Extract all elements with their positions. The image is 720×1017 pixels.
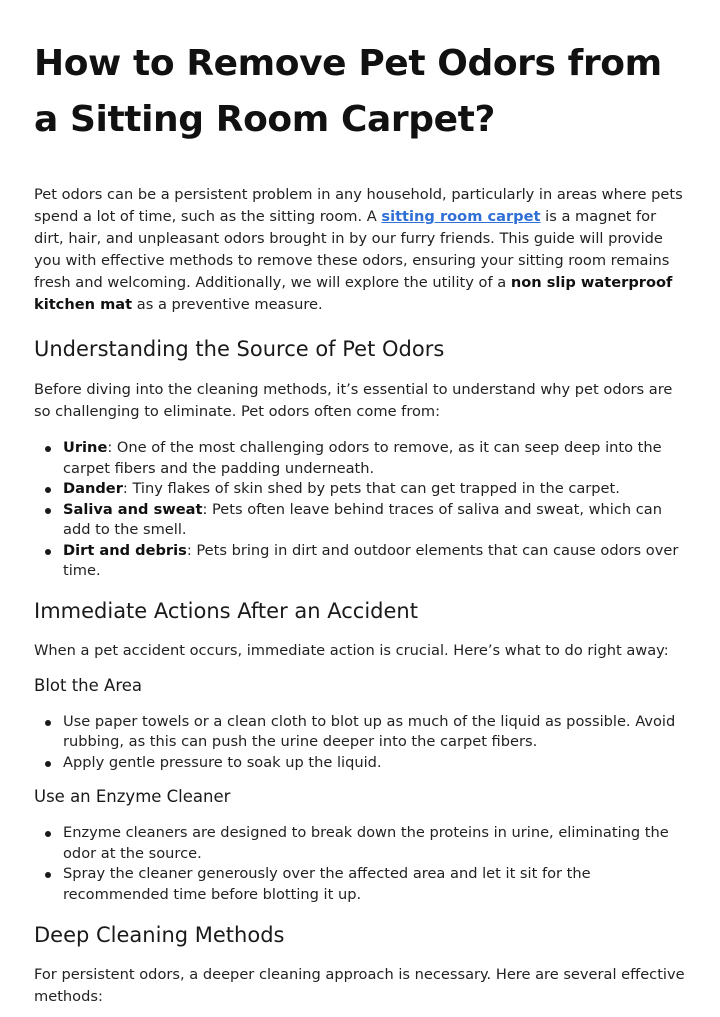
odor-sources-list [34,438,686,582]
list-item-term: Dander [63,480,123,497]
sitting-room-carpet-link[interactable]: sitting room carpet [381,208,541,225]
source-paragraph: Before diving into the cleaning methods, it’s essential to understand why pet odors are so challenging to eliminate. Pet odors often come from: [34,381,673,420]
enzyme-steps-list [34,823,686,905]
subheading-enzyme-cleaner: Use an Enzyme Cleaner [34,787,231,806]
heading-immediate-actions: Immediate Actions After an Accident [34,598,418,623]
list-item-term: Dirt and debris [63,541,187,559]
list-item [34,479,686,500]
list-item-term: Urine [63,439,108,456]
list-item: Enzyme cleaners are designed to break down the proteins in urine, eliminating the odor at the source. [34,823,686,864]
intro-paragraph [34,184,686,316]
intro-text-2: is a magnet for dirt, hair, and unpleasant odors brought in by our furry friends. This guide will provide you with effective methods to remove these odors, ensuring your sitting room remains fresh and welcoming. Additionally, we will explore the utility of a [34,208,670,291]
list-item: Spray the cleaner generously over the affected area and let it sit for the recommended time before blotting it up. [34,864,686,905]
list-item-text: : Pets often leave behind traces of saliva and sweat, which can add to the smell. [63,500,662,538]
list-item [34,500,686,541]
page-title: How to Remove Pet Odors from a Sitting Room Carpet? [34,43,662,140]
intro-text-1: Pet odors can be a persistent problem in any household, particularly in areas where pets spend a lot of time, such as the sitting room. A [34,186,683,225]
blot-steps-list [34,712,686,774]
intro-text-3: as a preventive measure. [132,296,323,313]
list-item-text: : One of the most challenging odors to remove, as it can seep deep into the carpet fibers and the padding underneath. [63,439,662,477]
subheading-blot-area: Blot the Area [34,675,143,695]
list-item-text: : Pets bring in dirt and outdoor elements that can cause odors over time. [63,541,679,579]
heading-understanding-source: Understanding the Source of Pet Odors [34,337,445,361]
list-item [34,438,686,479]
intro-bold-mat: non slip waterproof kitchen mat [34,274,673,313]
list-item: Use paper towels or a clean cloth to blot up as much of the liquid as possible. Avoid rubbing, as this can push the urine deeper into the carpet fibers. [34,712,686,753]
heading-deep-cleaning: Deep Cleaning Methods [34,923,285,947]
immediate-paragraph: When a pet accident occurs, immediate action is crucial. Here’s what to do right away: [34,641,669,659]
list-item: Apply gentle pressure to soak up the liquid. [34,753,686,774]
deep-cleaning-paragraph: For persistent odors, a deeper cleaning approach is necessary. Here are several effective methods: [34,966,685,1005]
list-item-text: : Tiny flakes of skin shed by pets that can get trapped in the carpet. [122,480,620,497]
list-item-term: Saliva and sweat [63,500,203,518]
list-item [34,541,686,582]
